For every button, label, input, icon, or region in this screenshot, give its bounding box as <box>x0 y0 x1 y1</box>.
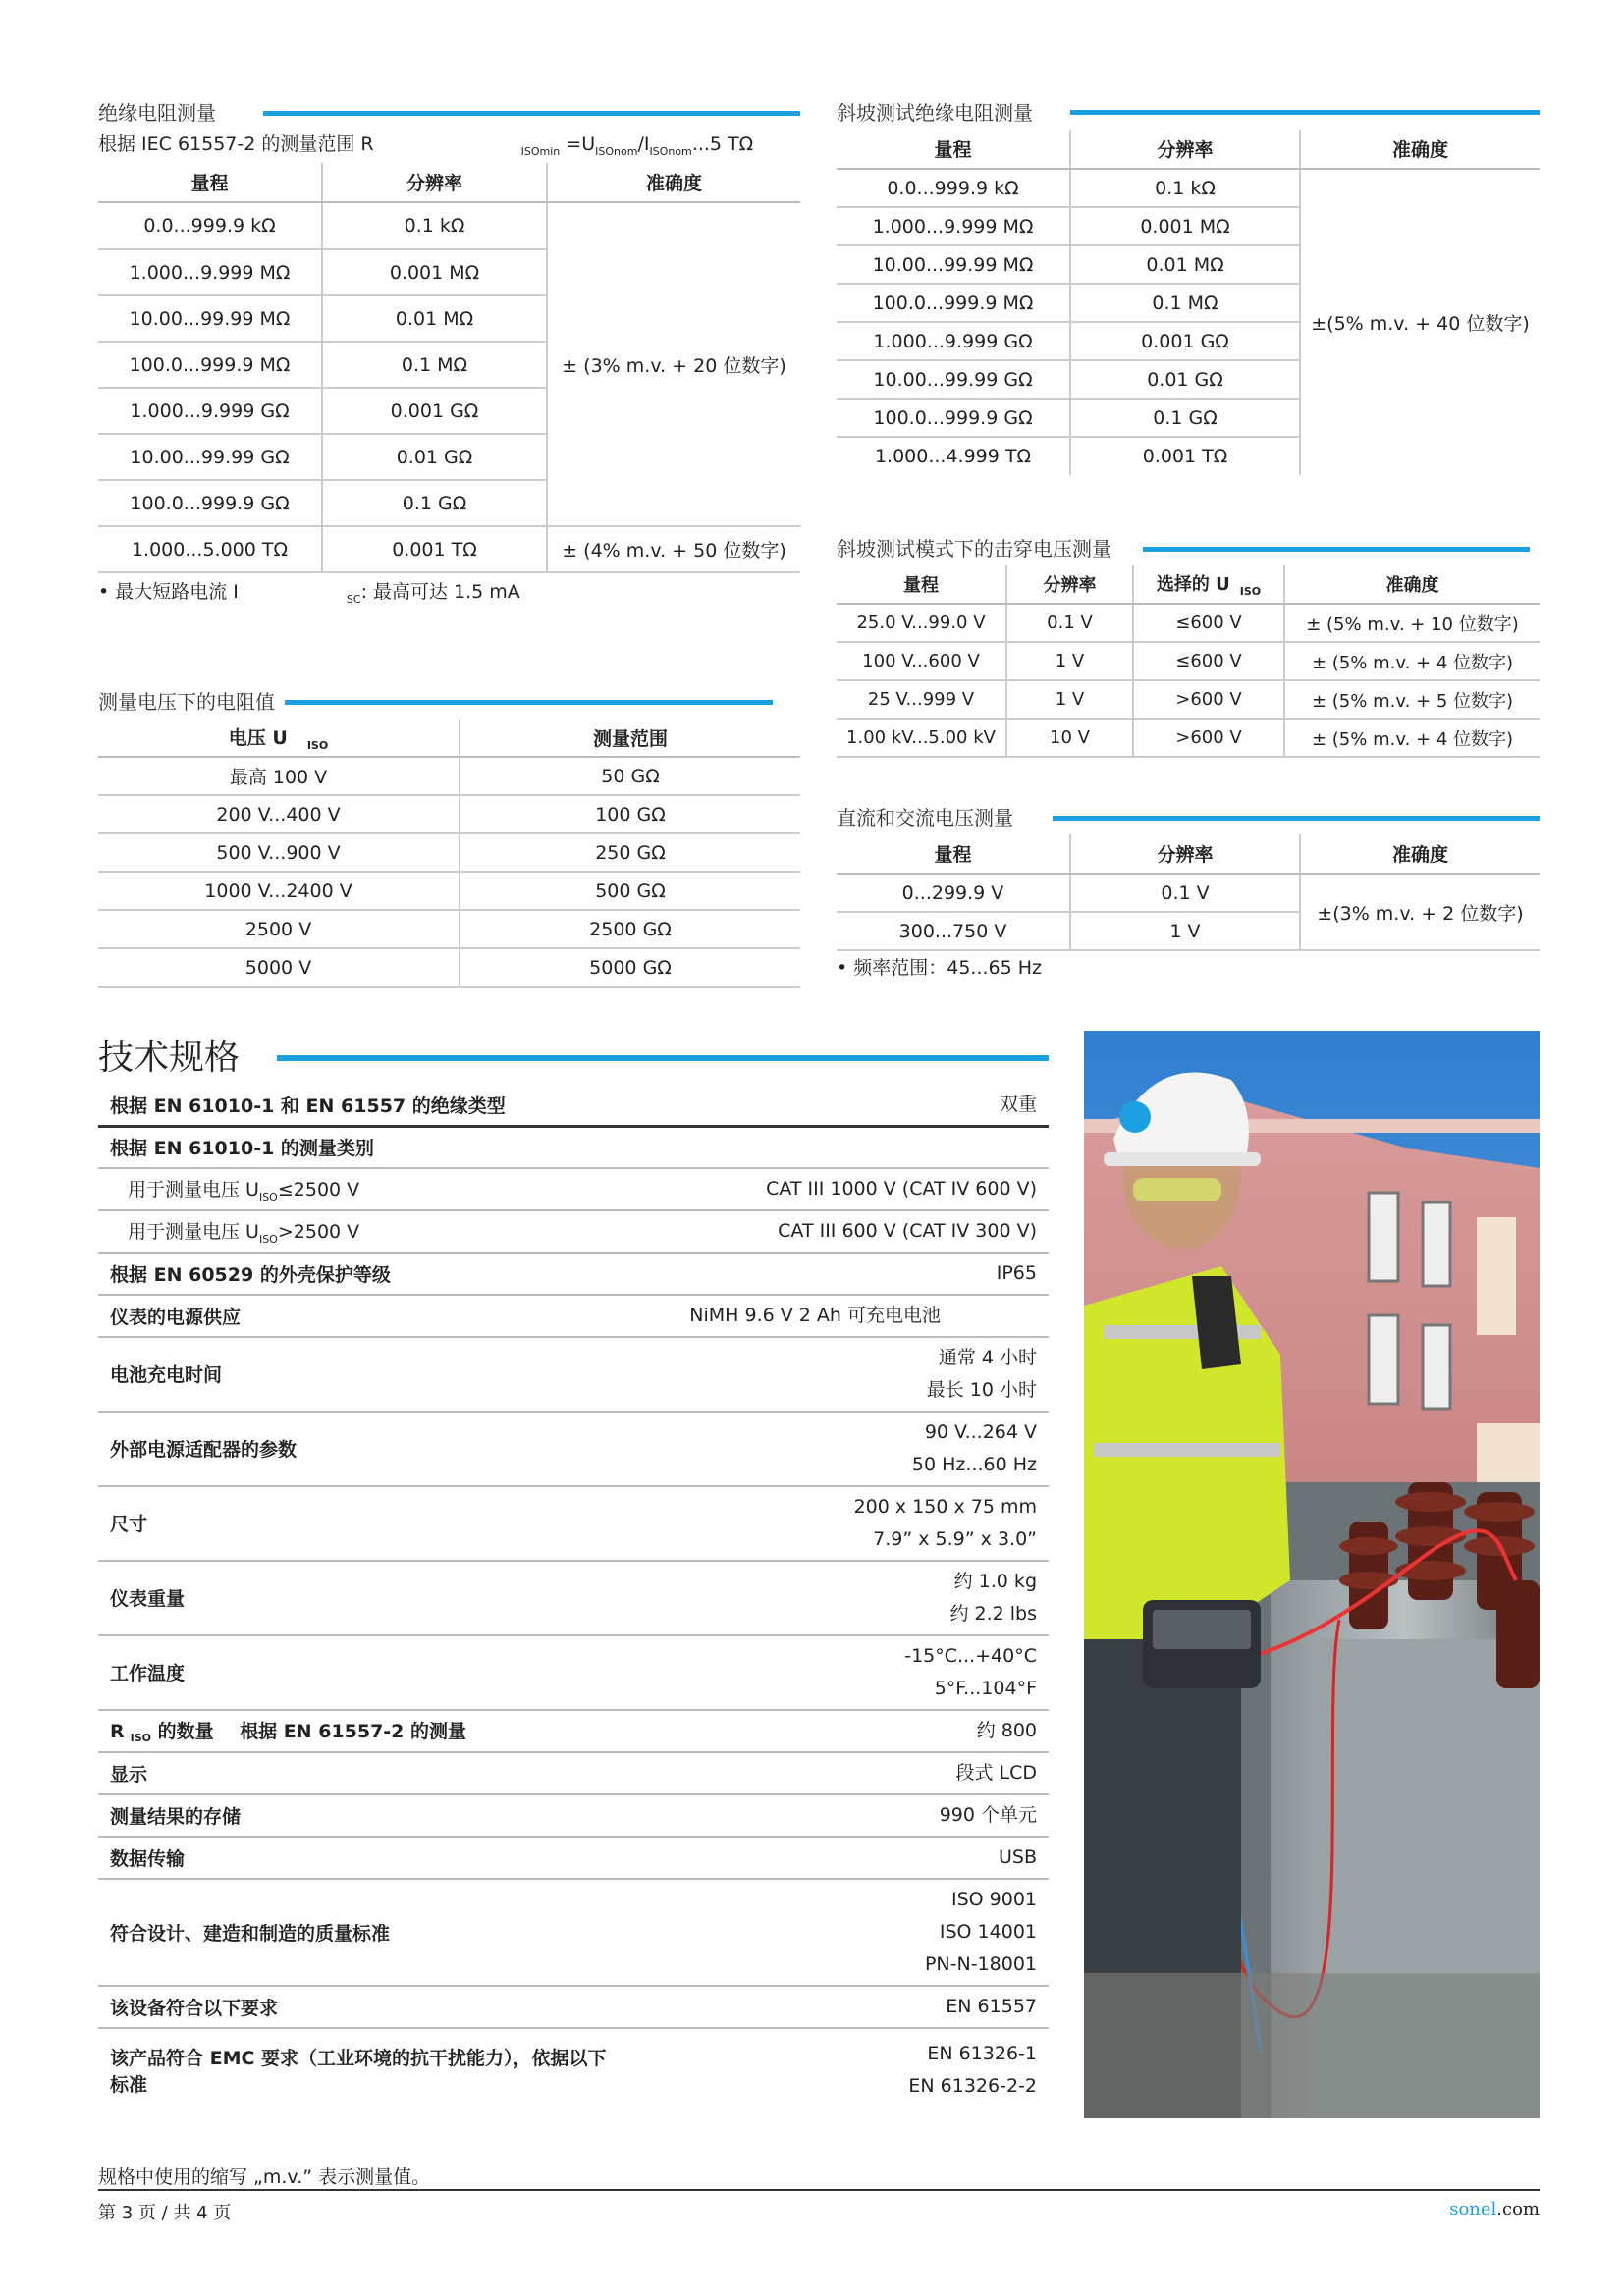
col-header: 分辨率 <box>1006 565 1133 604</box>
note-sub: SC <box>346 592 361 606</box>
table-row <box>837 604 1540 642</box>
col-header-sub: ISO <box>306 738 329 752</box>
cell: 100.0...999.9 MΩ <box>837 284 1070 322</box>
table-row <box>98 948 800 987</box>
table-row <box>837 719 1540 757</box>
spec-row <box>98 1253 1049 1295</box>
col-header <box>98 719 460 757</box>
ramp-title-text: 斜坡测试绝缘电阻测量 <box>837 101 1033 125</box>
table-row <box>837 680 1540 719</box>
cell: 1 V <box>1006 680 1133 719</box>
spec-value-line: ISO 9001 <box>950 1888 1037 1910</box>
table-row <box>98 757 800 795</box>
cell: 0.001 TΩ <box>322 526 547 572</box>
technician-photo <box>1084 1031 1540 2118</box>
specs-section <box>98 1034 1049 2112</box>
spec-key <box>98 1710 632 1752</box>
spec-row <box>98 1486 1049 1561</box>
spec-row <box>98 1085 1049 1127</box>
spec-value-line: EN 61326-1 <box>927 2043 1037 2064</box>
spec-key: 仪表的电源供应 <box>98 1295 632 1337</box>
website-link[interactable] <box>1449 2199 1540 2219</box>
table-row <box>98 833 800 872</box>
cell: 1.000...5.000 TΩ <box>98 526 322 572</box>
cell: 2500 GΩ <box>460 910 800 948</box>
cell: 100.0...999.9 GΩ <box>98 480 322 526</box>
cell: 10.00...99.99 GΩ <box>837 360 1070 399</box>
spec-key: 电池充电时间 <box>98 1337 632 1412</box>
spec-row <box>98 1794 1049 1837</box>
breakdown-table <box>837 565 1540 758</box>
spec-value-line: -15°C...+40°C <box>904 1644 1037 1667</box>
cell: >600 V <box>1133 680 1284 719</box>
spec-key: 该产品符合 EMC 要求（工业环境的抗干扰能力），依据以下标准 <box>110 2048 607 2096</box>
cell: 5000 V <box>98 948 460 987</box>
col-header: 量程 <box>837 834 1070 874</box>
cell: 50 GΩ <box>460 757 800 795</box>
cell: 0.001 GΩ <box>1070 322 1300 360</box>
note-text-a: • 最大短路电流 I <box>98 581 239 603</box>
spec-key <box>98 1168 632 1210</box>
ramp-table <box>837 130 1540 475</box>
cell: ± (5% m.v. + 4 位数字) <box>1284 642 1540 680</box>
cell: ≤600 V <box>1133 642 1284 680</box>
spec-value: IP65 <box>632 1253 1049 1295</box>
cell: 10.00...99.99 MΩ <box>98 295 322 342</box>
spec-row <box>98 1986 1049 2028</box>
spec-key-text: R <box>110 1720 125 1742</box>
spec-row <box>98 1210 1049 1253</box>
spec-row <box>98 1295 1049 1337</box>
cell: 0.1 kΩ <box>322 202 547 249</box>
subtitle-text-c: /I <box>637 133 650 155</box>
spec-key: 工作温度 <box>98 1635 632 1710</box>
cell: 100.0...999.9 MΩ <box>98 342 322 388</box>
cell: 1.000...9.999 MΩ <box>837 207 1070 245</box>
accuracy-cell: ± (3% m.v. + 20 位数字) <box>547 202 800 526</box>
spec-key: 根据 EN 61010-1 的测量类别 <box>98 1127 632 1168</box>
brand-name: sonel <box>1449 2199 1497 2219</box>
cell: 0.01 GΩ <box>1070 360 1300 399</box>
cell: 1000 V...2400 V <box>98 872 460 910</box>
spec-value-line: ISO 14001 <box>939 1920 1037 1943</box>
spec-value-line: PN-N-18001 <box>924 1952 1037 1975</box>
cell: 1.000...9.999 GΩ <box>837 322 1070 360</box>
spec-key-sub: ISO <box>258 1190 278 1203</box>
spec-value <box>632 1561 1049 1635</box>
cell: ± (5% m.v. + 10 位数字) <box>1284 604 1540 642</box>
spec-key: 根据 EN 60529 的外壳保护等级 <box>98 1253 632 1295</box>
footer-divider <box>98 2189 1540 2191</box>
title-bar <box>285 700 773 705</box>
helmet-logo-icon <box>1119 1101 1151 1133</box>
spec-value-line: 通常 4 小时 <box>938 1346 1037 1368</box>
subtitle-sub-3: ISOnom <box>649 144 692 158</box>
cell: 0.1 GΩ <box>1070 399 1300 437</box>
spec-value <box>632 1879 1049 1986</box>
col-header: 准确度 <box>1300 130 1540 169</box>
cell: 1 V <box>1006 642 1133 680</box>
spec-value <box>632 1486 1049 1561</box>
cell: 1.00 kV...5.00 kV <box>837 719 1006 757</box>
cell: 0.001 GΩ <box>322 388 547 434</box>
title-bar <box>263 111 800 116</box>
note-text-b: : 最高可达 1.5 mA <box>360 581 520 603</box>
spec-row <box>98 1752 1049 1794</box>
spec-key: 根据 EN 61010-1 和 EN 61557 的绝缘类型 <box>98 1085 632 1127</box>
dcac-table <box>837 834 1540 951</box>
table-row <box>98 526 800 572</box>
cell: 0.0...999.9 kΩ <box>98 202 322 249</box>
subtitle-sub-2: ISOnom <box>595 144 638 158</box>
insulation-subtitle <box>98 130 800 163</box>
spec-value-line: 90 V...264 V <box>924 1420 1037 1443</box>
spec-value-line: 最长 10 小时 <box>926 1378 1037 1401</box>
cell: >600 V <box>1133 719 1284 757</box>
insulation-section <box>98 98 800 606</box>
cell: 0.1 kΩ <box>1070 169 1300 207</box>
specs-title-text: 技术规格 <box>98 1038 241 1078</box>
col-header: 量程 <box>98 163 322 202</box>
cell: 100 GΩ <box>460 795 800 833</box>
table-row <box>837 169 1540 207</box>
ramp-section <box>837 98 1540 475</box>
col-header: 分辨率 <box>322 163 547 202</box>
spec-value-line: 5°F...104°F <box>934 1677 1037 1699</box>
table-row <box>98 795 800 833</box>
col-header: 分辨率 <box>1070 834 1300 874</box>
col-header-text: 选择的 U <box>1156 574 1230 596</box>
cell: 100.0...999.9 GΩ <box>837 399 1070 437</box>
spec-key <box>98 1210 632 1253</box>
voltage-resistance-section <box>98 687 800 988</box>
spec-key-sub: ISO <box>258 1232 278 1246</box>
col-header: 量程 <box>837 565 1006 604</box>
spec-row <box>98 1635 1049 1710</box>
spec-row <box>98 1561 1049 1635</box>
spec-row <box>98 1879 1049 1986</box>
cell: 2500 V <box>98 910 460 948</box>
spec-value: 双重 <box>632 1085 1049 1127</box>
title-bar <box>1053 816 1540 821</box>
cell: ≤600 V <box>1133 604 1284 642</box>
spec-key: 符合设计、建造和制造的质量标准 <box>98 1879 632 1986</box>
page-number: 第 3 页 / 共 4 页 <box>98 2203 232 2223</box>
insulation-title-text: 绝缘电阻测量 <box>98 101 216 125</box>
spec-key: 显示 <box>98 1752 632 1794</box>
spec-value <box>632 1412 1049 1486</box>
dcac-note: • 频率范围：45...65 Hz <box>837 957 1043 979</box>
insulation-note <box>98 577 800 606</box>
spec-key-text: 用于测量电压 U <box>128 1220 259 1243</box>
col-header: 准确度 <box>1284 565 1540 604</box>
subtitle-text-b: =U <box>560 133 596 155</box>
breakdown-title <box>837 534 1540 565</box>
cell: 0.0...999.9 kΩ <box>837 169 1070 207</box>
spec-value <box>632 1127 1049 1168</box>
cell: 250 GΩ <box>460 833 800 872</box>
cell: ± (5% m.v. + 4 位数字) <box>1284 719 1540 757</box>
accuracy-cell: ±(3% m.v. + 2 位数字) <box>1300 874 1540 950</box>
cell: 10.00...99.99 GΩ <box>98 434 322 480</box>
cell: 0...299.9 V <box>837 874 1070 912</box>
spec-row <box>98 1168 1049 1210</box>
cell: 0.01 GΩ <box>322 434 547 480</box>
spec-row <box>98 1337 1049 1412</box>
spec-key: 外部电源适配器的参数 <box>98 1412 632 1486</box>
col-header: 分辨率 <box>1070 130 1300 169</box>
cell: 5000 GΩ <box>460 948 800 987</box>
spec-value-line: 200 x 150 x 75 mm <box>853 1495 1037 1518</box>
col-header: 准确度 <box>1300 834 1540 874</box>
breakdown-section <box>837 534 1540 758</box>
cell: 25.0 V...99.0 V <box>837 604 1006 642</box>
spec-row <box>98 2028 1049 2112</box>
accuracy-cell: ± (4% m.v. + 50 位数字) <box>547 526 800 572</box>
subtitle-text-d: ...5 TΩ <box>691 133 754 155</box>
spec-key-text: 的数量 根据 EN 61557-2 的测量 <box>151 1720 467 1742</box>
spec-key: 测量结果的存储 <box>98 1794 632 1837</box>
spec-row <box>98 1127 1049 1168</box>
title-bar <box>277 1055 1049 1061</box>
cell: 1 V <box>1070 912 1300 950</box>
spec-value: 约 800 <box>632 1710 1049 1752</box>
spec-key: 该设备符合以下要求 <box>98 1986 632 2028</box>
spec-key-text: 用于测量电压 U <box>128 1178 259 1201</box>
col-header-sub: ISO <box>1239 584 1262 598</box>
subtitle-text-a: 根据 IEC 61557-2 的测量范围 R <box>98 133 374 155</box>
cell: 300...750 V <box>837 912 1070 950</box>
title-bar <box>1143 547 1530 552</box>
ramp-title <box>837 98 1540 130</box>
col-header: 准确度 <box>547 163 800 202</box>
spec-row <box>98 1837 1049 1879</box>
spec-value: USB <box>632 1837 1049 1879</box>
table-row <box>837 874 1540 912</box>
cell: 500 GΩ <box>460 872 800 910</box>
spec-key-text: >2500 V <box>277 1220 360 1243</box>
dcac-title-text: 直流和交流电压测量 <box>837 806 1013 829</box>
col-header <box>1133 565 1284 604</box>
cell: 200 V...400 V <box>98 795 460 833</box>
cell: 500 V...900 V <box>98 833 460 872</box>
spec-row <box>98 1412 1049 1486</box>
cell: ± (5% m.v. + 5 位数字) <box>1284 680 1540 719</box>
spec-value: CAT III 600 V (CAT IV 300 V) <box>632 1210 1049 1253</box>
title-bar <box>1070 110 1540 115</box>
cell: 1.000...9.999 GΩ <box>98 388 322 434</box>
insulation-title <box>98 98 800 130</box>
cell: 0.1 MΩ <box>1070 284 1300 322</box>
breakdown-title-text: 斜坡测试模式下的击穿电压测量 <box>837 537 1111 561</box>
specs-table <box>98 1085 1049 2112</box>
spec-value: 990 个单元 <box>632 1794 1049 1837</box>
cell: 0.1 MΩ <box>322 342 547 388</box>
col-header-text: 电压 U <box>228 726 288 749</box>
cell: 25 V...999 V <box>837 680 1006 719</box>
cell: 0.1 V <box>1070 874 1300 912</box>
cell: 0.1 V <box>1006 604 1133 642</box>
cell: 0.001 MΩ <box>1070 207 1300 245</box>
spec-value: CAT III 1000 V (CAT IV 600 V) <box>632 1168 1049 1210</box>
dcac-title <box>837 803 1540 834</box>
cell: 最高 100 V <box>98 757 460 795</box>
spec-key-sub: ISO <box>130 1732 152 1745</box>
table-row <box>98 910 800 948</box>
cell: 10 V <box>1006 719 1133 757</box>
table-row <box>837 642 1540 680</box>
col-header: 测量范围 <box>460 719 800 757</box>
spec-value-line: 7.9” x 5.9” x 3.0” <box>873 1527 1037 1550</box>
subtitle-sub-1: ISOmin <box>520 144 561 158</box>
cell: 1.000...4.999 TΩ <box>874 446 1032 467</box>
spec-value-line: 约 1.0 kg <box>953 1570 1037 1592</box>
footer-note: 规格中使用的缩写 „m.v.” 表示测量值。 <box>98 2166 431 2188</box>
spec-key-text: ≤2500 V <box>277 1178 360 1201</box>
photo-illustration <box>1084 1031 1540 2118</box>
insulation-table <box>98 163 800 573</box>
spec-value <box>632 2028 1049 2112</box>
cell: 0.001 TΩ <box>1070 437 1300 475</box>
spec-value: 段式 LCD <box>632 1752 1049 1794</box>
spec-key: 数据传输 <box>98 1837 632 1879</box>
table-row <box>98 872 800 910</box>
voltage-resistance-table <box>98 719 800 988</box>
spec-value-line: 50 Hz...60 Hz <box>911 1453 1037 1475</box>
cell: 0.01 MΩ <box>322 295 547 342</box>
voltage-resistance-title <box>98 687 800 719</box>
cell: 0.1 GΩ <box>322 480 547 526</box>
spec-value <box>632 1635 1049 1710</box>
spec-value: NiMH 9.6 V 2 Ah 可充电电池 <box>632 1295 1049 1337</box>
cell: 10.00...99.99 MΩ <box>837 245 1070 284</box>
spec-value-line: 约 2.2 lbs <box>949 1602 1037 1625</box>
spec-key: 仪表重量 <box>98 1561 632 1635</box>
cell: 100 V...600 V <box>837 642 1006 680</box>
cell: 1.000...9.999 MΩ <box>98 249 322 295</box>
spec-row <box>98 1710 1049 1752</box>
spec-value <box>632 1337 1049 1412</box>
brand-domain: .com <box>1496 2199 1540 2219</box>
dcac-section <box>837 803 1540 980</box>
table-row <box>98 202 800 249</box>
accuracy-cell: ±(5% m.v. + 40 位数字) <box>1300 169 1540 475</box>
cell: 0.01 MΩ <box>1070 245 1300 284</box>
voltage-resistance-title-text: 测量电压下的电阻值 <box>98 690 275 714</box>
col-header: 量程 <box>837 130 1070 169</box>
spec-key: 尺寸 <box>98 1486 632 1561</box>
spec-value: EN 61557 <box>632 1986 1049 2028</box>
spec-value-line: EN 61326-2-2 <box>908 2075 1037 2097</box>
specs-title <box>98 1034 1049 1083</box>
cell: 0.001 MΩ <box>322 249 547 295</box>
